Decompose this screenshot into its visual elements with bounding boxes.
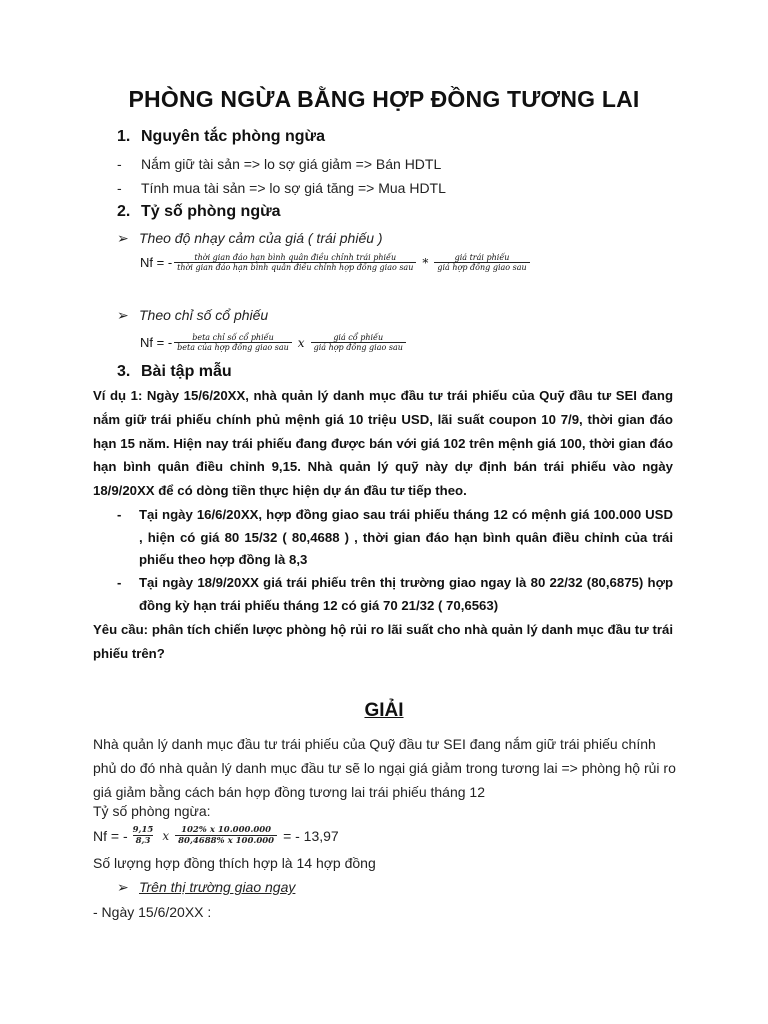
example-paragraph: Ví dụ 1: Ngày 15/6/20XX, nhà quản lý danh mục đầu tư trái phiếu của Quỹ đầu tư SEI đang nắm giữ trái phiếu chính phủ mệnh giá 10 triệu USD, lãi suất coupon 10 7/9, thời gian đáo hạn 15 năm. Hiện nay trái phiếu đang được bán với giá 102 trên mệnh giá 100, thời gian đáo hạn bình quân điều chỉnh 9,15. Nhà quản lý quỹ này dự định bán trái phiếu vào ngày 18/9/20XX để có dòng tiền thực hiện dự án đầu tư tiếp theo. [93, 388, 673, 499]
ratio-formula [93, 825, 339, 846]
formula-prefix: Nf = - [140, 335, 173, 350]
section-1-title: Nguyên tắc phòng ngừa [141, 128, 326, 145]
list-item [117, 572, 673, 617]
section-2-heading [117, 203, 281, 221]
formula-operator: x [297, 335, 305, 350]
fraction [130, 825, 157, 846]
fraction [175, 825, 277, 846]
spot-market-text: Trên thị trường giao ngay [139, 879, 296, 895]
section-2-title: Tỷ số phòng ngừa [141, 203, 281, 220]
arrow-bullet-icon: ➢ [117, 879, 129, 895]
spot-market-label [117, 879, 295, 896]
formula-result: = - 13,97 [283, 827, 339, 844]
list-marker: - [117, 156, 122, 172]
page-title: PHÒNG NGỪA BẰNG HỢP ĐỒNG TƯƠNG LAI [128, 86, 640, 112]
fraction-numerator: thời gian đáo hạn bình quân điều chỉnh trái phiếu [194, 253, 397, 262]
formula-duration [140, 253, 532, 272]
fraction [174, 333, 292, 352]
section-1-number: 1. [117, 128, 131, 145]
list-item-text: Tại ngày 18/9/20XX giá trái phiếu trên thị trường giao ngay là 80 22/32 (80,6875) hợp đồng kỳ hạn trái phiếu tháng 12 có giá 70 21/32 ( 70,6563) [139, 575, 673, 613]
fraction-denominator: 80,4688% x 100.000 [175, 835, 277, 846]
method-2-label [117, 307, 268, 324]
fraction-denominator: giá hợp đồng giao sau [434, 262, 529, 272]
method-1-label [117, 230, 383, 247]
fraction-numerator: 102% x 10.000.000 [181, 825, 272, 835]
fraction-numerator: 9,15 [132, 825, 154, 835]
list-item [117, 156, 441, 172]
contracts-line: Số lượng hợp đồng thích hợp là 14 hợp đồng [93, 855, 376, 871]
fraction [174, 253, 416, 272]
formula-operator: * [422, 255, 429, 270]
fraction-denominator: 8,3 [133, 835, 154, 846]
fraction-denominator: giá hợp đồng giao sau [311, 342, 406, 352]
formula-operator: x [162, 828, 170, 843]
date-line: - Ngày 15/6/20XX : [93, 904, 212, 920]
list-marker: - [117, 180, 122, 196]
fraction-numerator: giá trái phiếu [454, 253, 510, 262]
method-2-text: Theo chỉ số cổ phiếu [139, 307, 269, 323]
section-1-heading [117, 128, 325, 146]
fraction-denominator: beta của hợp đồng giao sau [174, 342, 292, 352]
fraction-numerator: beta chỉ số cổ phiếu [192, 333, 274, 342]
fraction-denominator: thời gian đáo hạn bình quân điều chỉnh hợp đồng giao sau [174, 262, 416, 272]
formula-prefix: Nf = - [93, 827, 128, 844]
list-item-text: Nắm giữ tài sản => lo sợ giá giảm => Bán HDTL [141, 156, 442, 172]
list-item-text: Tính mua tài sản => lo sợ giá tăng => Mua HDTL [141, 180, 446, 196]
section-3-number: 3. [117, 363, 131, 380]
formula-prefix: Nf = - [140, 255, 173, 270]
list-item [117, 180, 446, 196]
fraction-numerator: giá cổ phiếu [333, 333, 384, 342]
method-1-text: Theo độ nhạy cảm của giá ( trái phiếu ) [139, 230, 383, 246]
formula-beta [140, 333, 408, 352]
arrow-bullet-icon: ➢ [117, 230, 129, 246]
solution-heading: GIẢI [364, 700, 404, 721]
fraction [311, 333, 406, 352]
requirement-paragraph: Yêu cầu: phân tích chiến lược phòng hộ rủi ro lãi suất cho nhà quản lý danh mục đầu tư trái phiếu trên? [93, 622, 673, 661]
list-marker: - [117, 507, 122, 522]
arrow-bullet-icon: ➢ [117, 307, 129, 323]
section-3-title: Bài tập mẫu [141, 363, 232, 380]
fraction [434, 253, 529, 272]
ratio-label: Tỷ số phòng ngừa: [93, 803, 211, 819]
list-item [117, 504, 673, 572]
solution-intro: Nhà quản lý danh mục đầu tư trái phiếu của Quỹ đầu tư SEI đang nắm giữ trái phiếu chính phủ do đó nhà quản lý danh mục đầu tư sẽ lo ngại giá giảm trong tương lai => phòng hộ rủi ro giá giảm bằng cách bán hợp đồng tương lai trái phiếu tháng 12 [93, 736, 676, 800]
section-2-number: 2. [117, 203, 131, 220]
list-marker: - [117, 575, 122, 590]
list-item-text: Tại ngày 16/6/20XX, hợp đồng giao sau trái phiếu tháng 12 có mệnh giá 100.000 USD , hiện có giá 80 15/32 ( 80,4688 ) , thời gian đáo hạn bình quân điều chỉnh của trái phiếu theo hợp đồng là 8,3 [139, 507, 673, 567]
section-3-heading [117, 363, 232, 381]
